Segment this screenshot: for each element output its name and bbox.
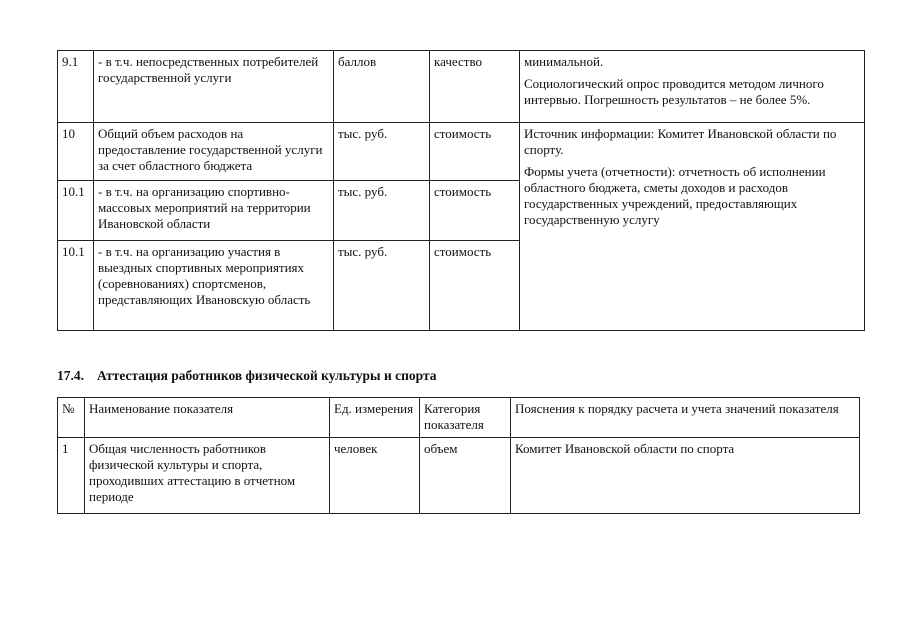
unit-cell: тыс. руб.	[334, 181, 430, 241]
row-number: 10	[58, 123, 94, 181]
notes-cell	[520, 51, 865, 123]
header-number: №	[58, 398, 85, 438]
indicators-table-continued	[57, 50, 865, 331]
attestation-table	[57, 397, 860, 514]
notes-line: Формы учета (отчетности): отчетность об исполнении областного бюджета, сметы доходов и расходов государственных учреждений, предоставляющих государственную услугу	[524, 164, 826, 227]
category-cell: стоимость	[430, 123, 520, 181]
header-notes: Пояснения к порядку расчета и учета значений показателя	[511, 398, 860, 438]
indicator-name: - в т.ч. на организацию участия в выездных спортивных мероприятиях (соревнованиях) спортсменов, представляющих Ивановскую область	[94, 241, 334, 331]
section-title: Аттестация работников физической культуры и спорта	[97, 368, 437, 383]
notes-line: минимальной.	[524, 54, 604, 69]
section-heading	[57, 368, 437, 384]
category-cell: стоимость	[430, 181, 520, 241]
indicator-name: Общая численность работников физической культуры и спорта, проходивших аттестацию в отчетном периоде	[85, 438, 330, 514]
row-number: 10.1	[58, 241, 94, 331]
notes-cell	[520, 123, 865, 331]
header-category: Категория показателя	[420, 398, 511, 438]
indicator-name: Общий объем расходов на предоставление государственной услуги за счет областного бюджета	[94, 123, 334, 181]
category-cell: стоимость	[430, 241, 520, 331]
table-row	[58, 123, 865, 181]
unit-cell: тыс. руб.	[334, 241, 430, 331]
header-unit: Ед. измерения	[330, 398, 420, 438]
unit-cell: баллов	[334, 51, 430, 123]
section-number: 17.4.	[57, 368, 84, 383]
table-row	[58, 438, 860, 514]
notes-cell: Комитет Ивановской области по спорта	[511, 438, 860, 514]
table-header-row	[58, 398, 860, 438]
unit-cell: тыс. руб.	[334, 123, 430, 181]
category-cell: качество	[430, 51, 520, 123]
category-cell: объем	[420, 438, 511, 514]
row-number: 10.1	[58, 181, 94, 241]
indicator-name: - в т.ч. на организацию спортивно-массовых мероприятий на территории Ивановской области	[94, 181, 334, 241]
unit-cell: человек	[330, 438, 420, 514]
indicator-name: - в т.ч. непосредственных потребителей государственной услуги	[94, 51, 334, 123]
header-name: Наименование показателя	[85, 398, 330, 438]
row-number: 1	[58, 438, 85, 514]
table-row	[58, 51, 865, 123]
notes-line: Социологический опрос проводится методом личного интервью. Погрешность результатов – не более 5%.	[524, 76, 824, 107]
row-number: 9.1	[58, 51, 94, 123]
notes-line: Источник информации: Комитет Ивановской области по спорту.	[524, 126, 837, 157]
